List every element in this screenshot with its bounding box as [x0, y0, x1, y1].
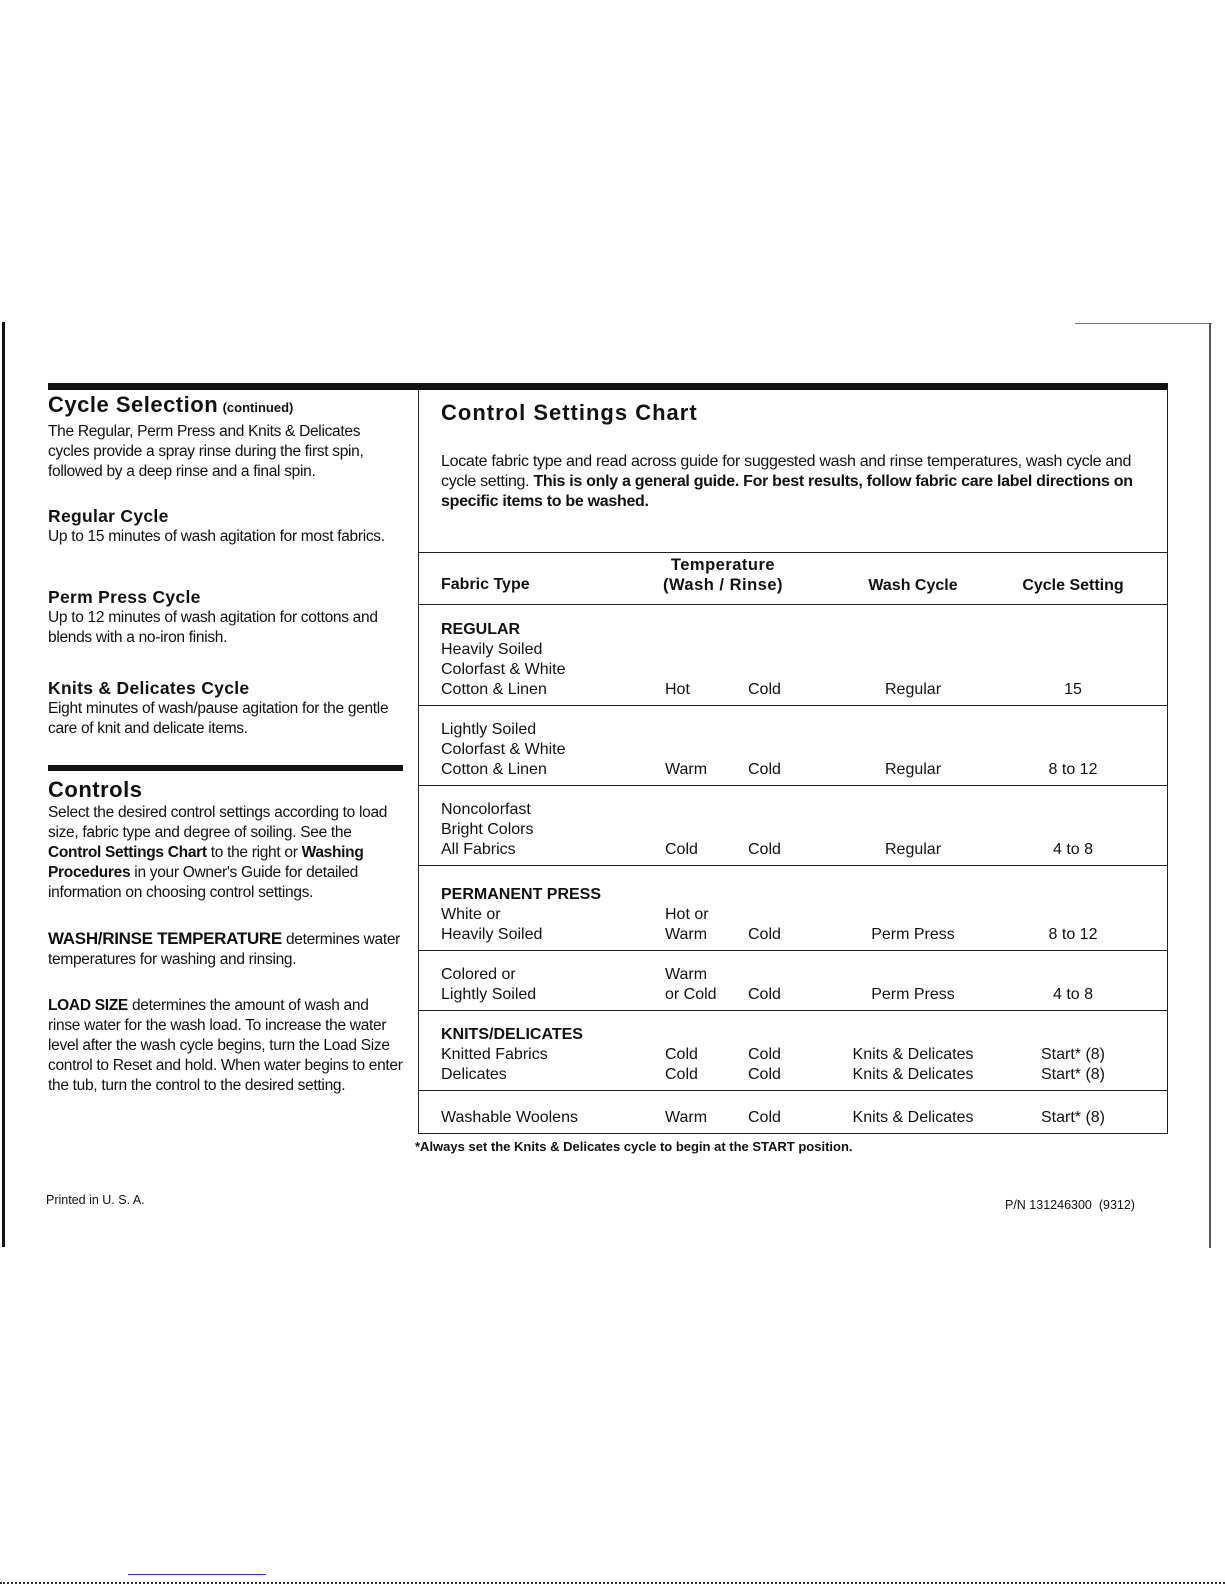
- cycle-setting: 15: [1064, 681, 1082, 698]
- wash-cycle: Regular: [884, 681, 942, 698]
- rinse-temp: Cold: [748, 761, 781, 778]
- fabric-type: White or Heavily Soiled: [441, 906, 543, 943]
- fabric-type: Heavily Soiled Colorfast & White Cotton & Linen: [441, 641, 566, 698]
- page-left-edge: [2, 322, 5, 1247]
- wash-temp: Hot or Warm: [665, 906, 709, 943]
- control-settings-ref: Control Settings Chart: [48, 844, 207, 861]
- fabric-type: Lightly Soiled Colorfast & White Cotton & Linen: [441, 721, 566, 778]
- temp-text: [48, 929, 403, 970]
- header-cycle: Wash Cycle: [868, 577, 958, 594]
- heading-suffix: (continued): [222, 400, 294, 415]
- regular-cycle-heading: Regular Cycle: [48, 506, 169, 526]
- table-row: [418, 705, 1167, 785]
- perm-press-text: Up to 12 minutes of wash agitation for cottons and blends with a no-iron finish.: [48, 609, 378, 646]
- wash-temp: Hot: [665, 681, 690, 698]
- fabric-type: Washable Woolens: [441, 1109, 578, 1126]
- table-row: [418, 950, 1167, 1010]
- t: determines water temperatures for washing and rinsing.: [48, 931, 401, 968]
- cycle-setting: 8 to 12: [1048, 926, 1098, 943]
- rinse-temp: Cold: [748, 681, 781, 698]
- t: determines the amount of wash and rinse water for the wash load. To increase the water level after the wash cycle begins, turn the Load Size control to Reset and hold. When water begins to enter the tub, turn the control to the desired setting.: [48, 997, 403, 1094]
- header-fabric: Fabric Type: [441, 576, 530, 593]
- wash-temp: Cold: [665, 841, 698, 858]
- table-header: [418, 552, 1167, 604]
- rinse-temp: Cold: [748, 986, 781, 1003]
- wash-temp: Warm: [665, 1109, 708, 1126]
- cycle-selection-text: The Regular, Perm Press and Knits & Delicates cycles provide a spray rinse during the first spin, followed by a deep rinse and a final spin.: [48, 423, 364, 480]
- fabric-type: Noncolorfast Bright Colors All Fabrics: [441, 801, 534, 858]
- controls-rule: [48, 765, 403, 771]
- header-temp: Temperature (Wash / Rinse): [662, 556, 784, 594]
- table-row: [418, 604, 1167, 705]
- rinse-temp: Cold: [748, 926, 781, 943]
- t: to the right or: [206, 844, 302, 861]
- wash-cycle: Regular: [884, 841, 942, 858]
- row-group-label: PERMANENT PRESS: [441, 886, 602, 903]
- t: Select the desired control settings according to load size, fabric type and degree of soiling. See the: [48, 804, 388, 841]
- knits-heading: Knits & Delicates Cycle: [48, 678, 250, 698]
- fabric-type: Colored or Lightly Soiled: [441, 966, 537, 1003]
- wash-temp: Cold Cold: [665, 1046, 698, 1083]
- perm-press-heading: Perm Press Cycle: [48, 587, 201, 607]
- cycle-setting: 4 to 8: [1052, 841, 1094, 858]
- t-bold: This is only a general guide. For best results, follow fabric care label directions on specific items to be washed.: [441, 473, 1133, 510]
- rinse-temp: Cold Cold: [748, 1046, 781, 1083]
- cycle-selection-heading: [48, 392, 403, 418]
- temp-label: WASH/RINSE TEMPERATURE: [48, 929, 282, 948]
- header-setting: Cycle Setting: [1022, 577, 1124, 594]
- cycle-setting: Start* (8): [1040, 1109, 1105, 1126]
- table-row: [418, 865, 1167, 950]
- bottom-edge: [0, 1582, 1225, 1584]
- wash-temp: Warm: [665, 761, 708, 778]
- wash-cycle: Perm Press: [871, 986, 955, 1003]
- rinse-temp: Cold: [748, 841, 781, 858]
- footnote: *Always set the Knits & Delicates cycle to begin at the START position.: [415, 1139, 853, 1154]
- wash-cycle: Knits & Delicates: [852, 1109, 974, 1126]
- page-right-edge: [1209, 323, 1211, 1248]
- row-group-label: REGULAR: [441, 621, 521, 638]
- load-label: LOAD SIZE: [48, 997, 128, 1014]
- washing-procedures-ref: Washing Procedures: [48, 844, 364, 881]
- row-group-label: KNITS/DELICATES: [441, 1026, 583, 1043]
- cycle-setting: 4 to 8: [1052, 986, 1094, 1003]
- controls-heading: Controls: [48, 777, 143, 802]
- wash-temp: Warm or Cold: [665, 966, 717, 1003]
- regular-cycle-text: Up to 15 minutes of wash agitation for most fabrics.: [48, 528, 385, 545]
- rinse-temp: Cold: [748, 1109, 781, 1126]
- chart-title: Control Settings Chart: [441, 400, 698, 425]
- heading-text: Cycle Selection: [48, 392, 219, 417]
- table-row: [418, 1010, 1167, 1090]
- wash-cycle: Perm Press: [871, 926, 955, 943]
- left-column: [48, 392, 403, 1096]
- t: in your Owner's Guide for detailed information on choosing control settings.: [48, 864, 358, 901]
- wash-cycle: Regular: [884, 761, 942, 778]
- t: Locate fabric type and read across guide for suggested wash and rinse temperatures, wash cycle and cycle setting.: [441, 453, 1132, 490]
- fabric-type: Knitted Fabrics Delicates: [441, 1046, 548, 1083]
- link-underline: [128, 1574, 266, 1575]
- cycle-setting: Start* (8) Start* (8): [1040, 1046, 1105, 1083]
- wash-cycle: Knits & Delicates Knits & Delicates: [852, 1046, 974, 1083]
- cycle-setting: 8 to 12: [1048, 761, 1098, 778]
- load-size-text: [48, 996, 403, 1096]
- printed-in: Printed in U. S. A.: [46, 1193, 145, 1207]
- chart-intro: [441, 452, 1141, 512]
- page-top-edge: [1075, 323, 1212, 324]
- part-number: P/N 131246300 (9312): [1005, 1198, 1135, 1212]
- controls-text: [48, 803, 403, 903]
- knits-text: Eight minutes of wash/pause agitation for the gentle care of knit and delicate items.: [48, 700, 389, 737]
- table-row: [418, 785, 1167, 865]
- table-row: [418, 1090, 1167, 1133]
